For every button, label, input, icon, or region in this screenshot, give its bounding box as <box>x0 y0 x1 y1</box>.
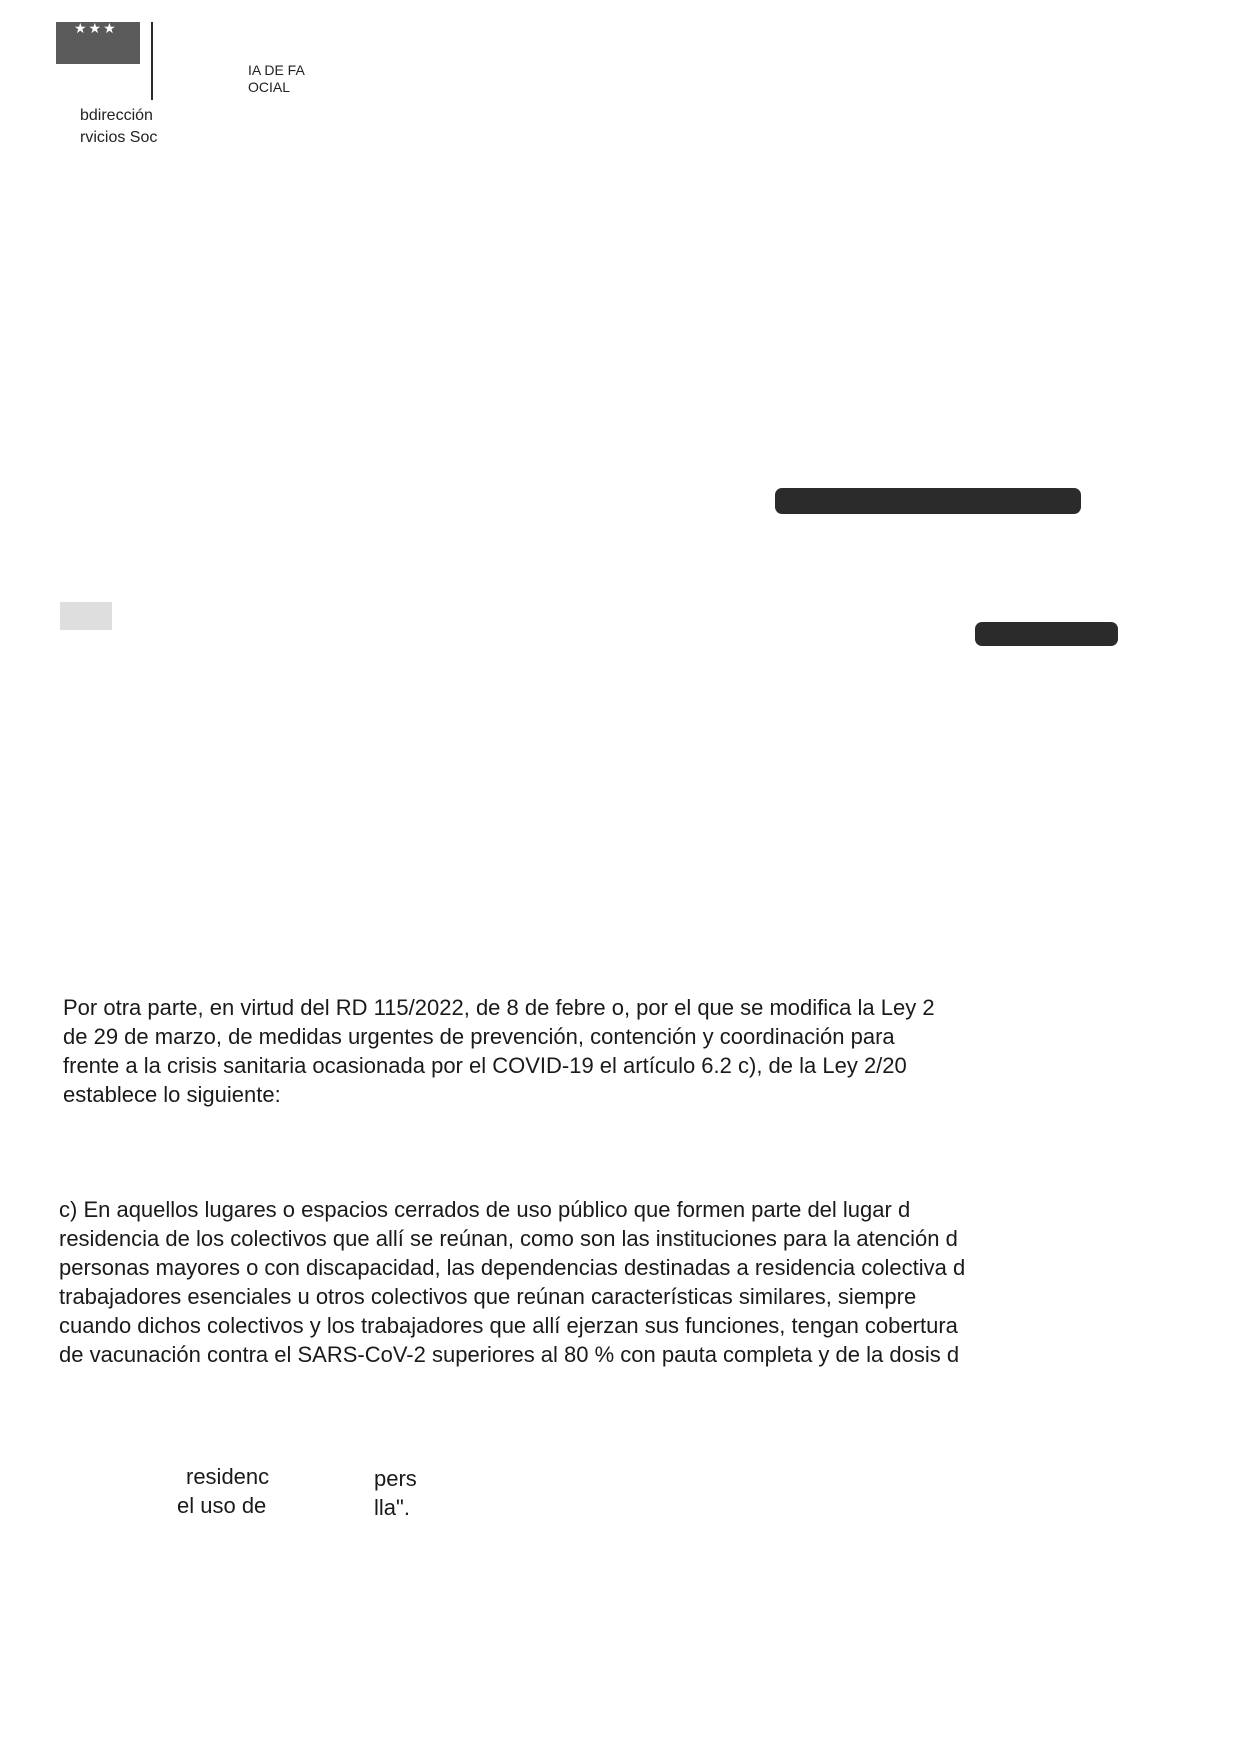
paragraph-2-line: de vacunación contra el SARS-CoV-2 superiores al 80 % con pauta completa y de la dosis d <box>59 1342 960 1367</box>
paragraph-1-line: establece lo siguiente: <box>63 1082 281 1107</box>
paragraph-1-line: de 29 de marzo, de medidas urgentes de prevención, contención y coordinación para <box>63 1024 895 1049</box>
paragraph-2-line: residencia de los colectivos que allí se reúnan, como son las instituciones para la atención d <box>59 1226 958 1251</box>
text-fragment: lla". <box>374 1495 410 1520</box>
logo-divider <box>151 22 153 100</box>
text-fragment: residenc <box>186 1464 270 1489</box>
paragraph-2-line: personas mayores o con discapacidad, las dependencias destinadas a residencia colectiva d <box>59 1255 966 1280</box>
scan-smudge <box>60 602 112 630</box>
logo-stars: ★★★ <box>74 20 118 36</box>
dept-line-1: bdirección <box>80 107 153 124</box>
paragraph-1-line: Por otra parte, en virtud del RD 115/2022, de 8 de febre o, por el que se modifica la Ley 2 <box>63 995 935 1020</box>
paragraph-2-line: trabajadores esenciales u otros colectivos que reúnan características similares, siempre <box>59 1284 917 1309</box>
dept-line-2: rvicios Soc <box>80 129 158 146</box>
redaction-bar <box>775 488 1081 514</box>
org-name-line-1: IA DE FA <box>248 62 305 78</box>
paragraph-2-line: c) En aquellos lugares o espacios cerrados de uso público que formen parte del lugar d <box>59 1197 911 1222</box>
paragraph-1-line: frente a la crisis sanitaria ocasionada por el COVID-19 el artículo 6.2 c), de la Ley 2/20 <box>63 1053 907 1078</box>
text-fragment: pers <box>374 1466 417 1491</box>
text-fragment: el uso de <box>177 1493 267 1518</box>
redaction-bar <box>975 622 1118 646</box>
paragraph-2-line: cuando dichos colectivos y los trabajadores que allí ejerzan sus funciones, tengan cobertura <box>59 1313 958 1338</box>
org-name-line-2: OCIAL <box>248 79 291 95</box>
